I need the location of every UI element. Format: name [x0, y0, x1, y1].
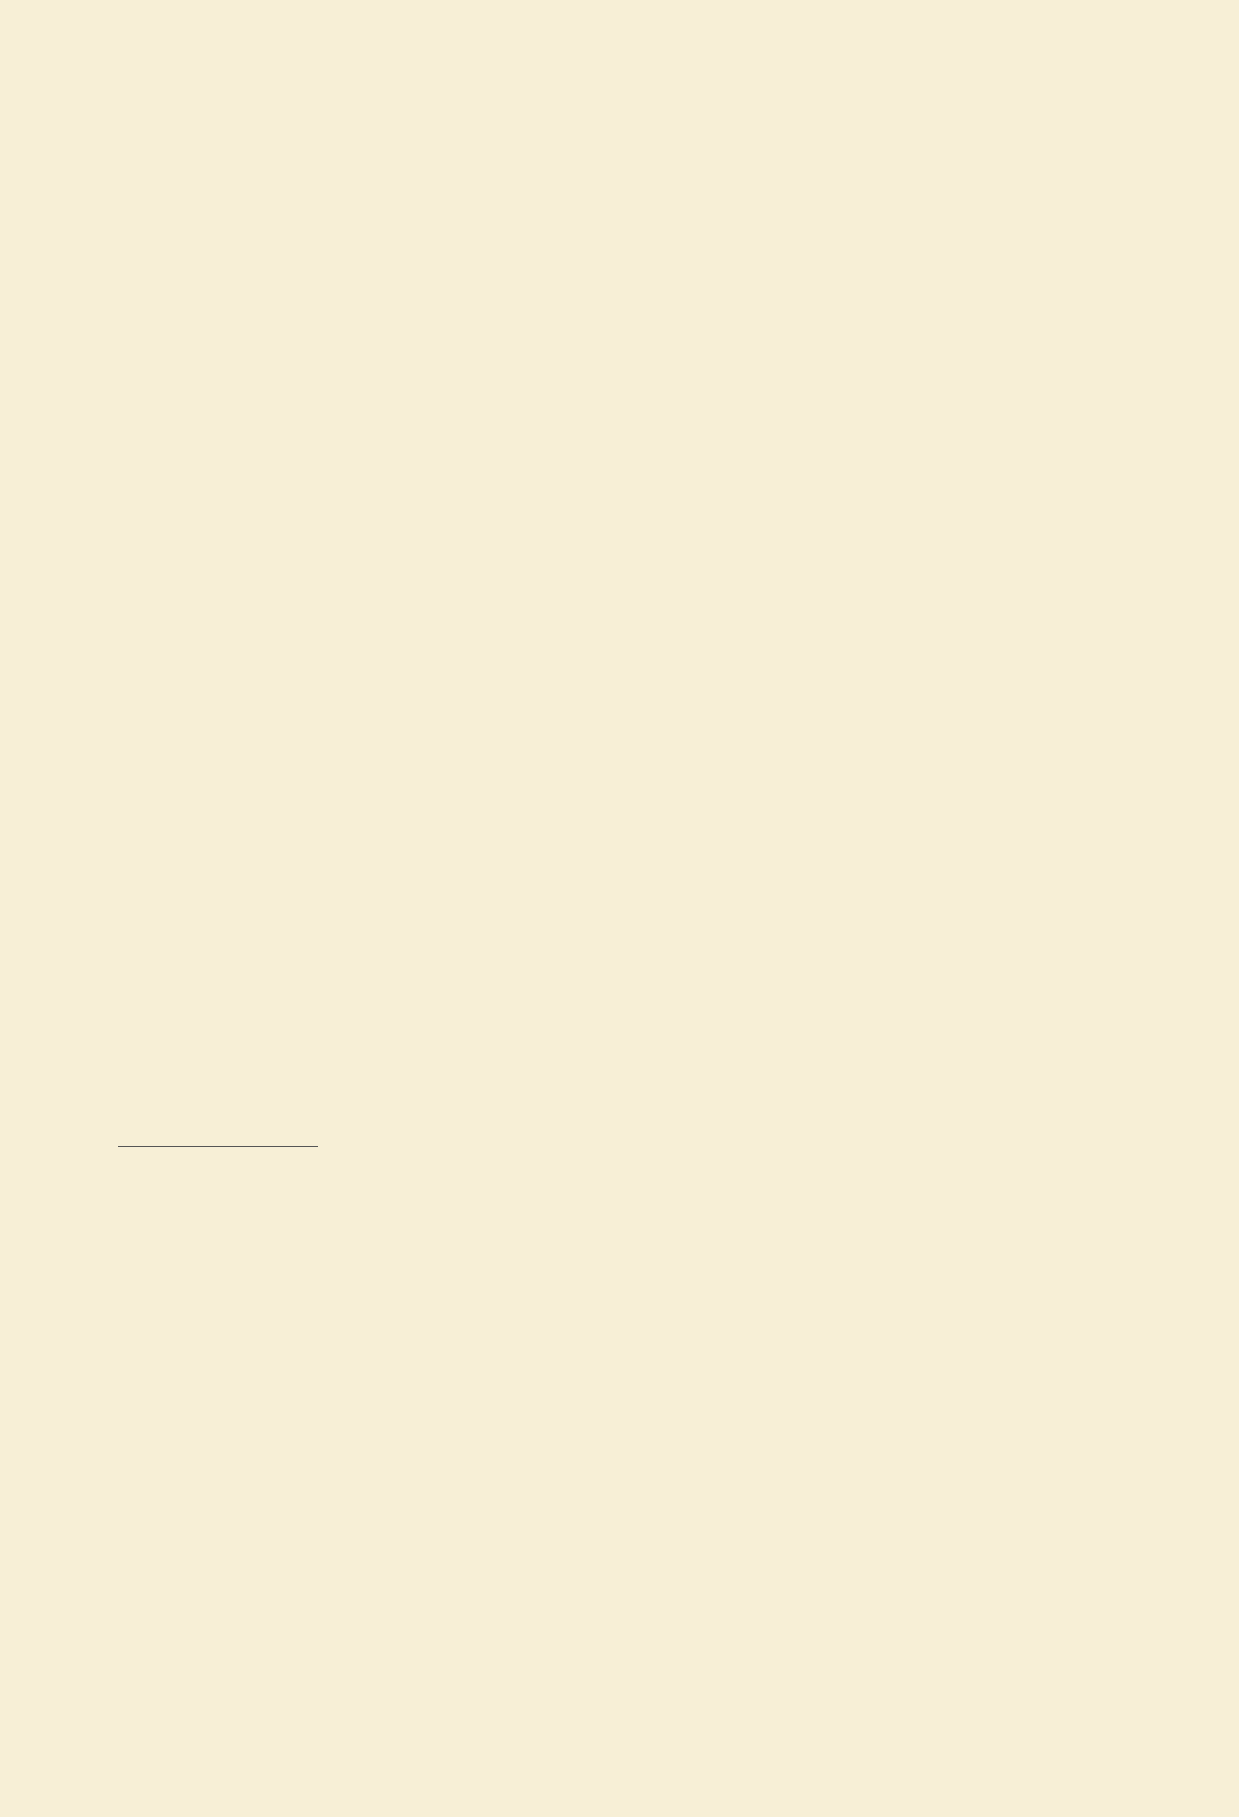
- footnote-divider: [118, 1146, 318, 1147]
